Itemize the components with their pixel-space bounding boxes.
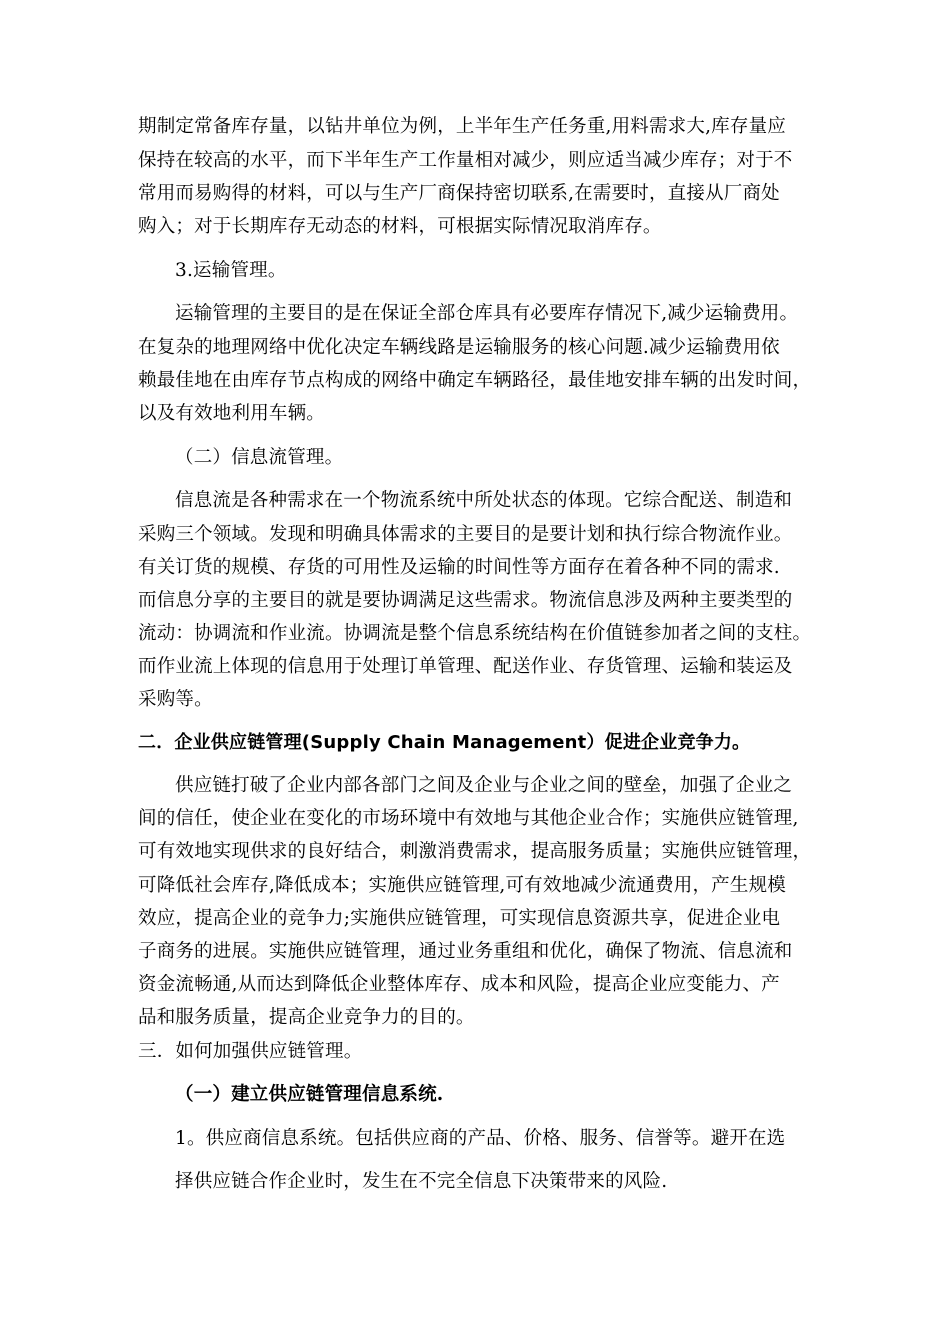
section-heading-information-flow: （二）信息流管理。 [175, 447, 344, 468]
paragraph-line: 品和服务质量，提高企业竞争力的目的。 [138, 1007, 475, 1028]
section-heading-transport: 3.运输管理。 [175, 260, 287, 281]
paragraph-line: 常用而易购得的材料，可以与生产厂商保持密切联系,在需要时，直接从厂商处 [138, 183, 780, 204]
paragraph-line: 子商务的进展。实施供应链管理，通过业务重组和优化，确保了物流、信息流和 [138, 941, 793, 962]
paragraph-line: 有关订货的规模、存货的可用性及运输的时间性等方面存在着各种不同的需求. [138, 557, 780, 578]
paragraph-line: 在复杂的地理网络中优化决定车辆线路是运输服务的核心问题.减少运输费用依 [138, 337, 780, 358]
paragraph-line: 以及有效地利用车辆。 [138, 403, 326, 424]
paragraph-line: 运输管理的主要目的是在保证全部仓库具有必要库存情况下,减少运输费用。 [175, 303, 799, 324]
paragraph-line: 赖最佳地在由库存节点构成的网络中确定车辆路径，最佳地安排车辆的出发时间， [138, 370, 812, 391]
paragraph-line: 采购三个领域。发现和明确具体需求的主要目的是要计划和执行综合物流作业。 [138, 524, 793, 545]
paragraph-line: 资金流畅通,从而达到降低企业整体库存、成本和风险，提高企业应变能力、产 [138, 974, 780, 995]
section-heading-supply-chain: 二．企业供应链管理(Supply Chain Management）促进企业竞争力。 [138, 732, 751, 753]
paragraph-line: 间的信任，使企业在变化的市场环境中有效地与其他企业合作；实施供应链管理, [138, 808, 799, 829]
paragraph-line: 而信息分享的主要目的就是要协调满足这些需求。物流信息涉及两种主要类型的 [138, 590, 793, 611]
paragraph-line: 而作业流上体现的信息用于处理订单管理、配送作业、存货管理、运输和装运及 [138, 656, 793, 677]
paragraph-line: 流动：协调流和作业流。协调流是整个信息系统结构在价值链参加者之间的支柱。 [138, 623, 812, 644]
paragraph-line: 可降低社会库存,降低成本；实施供应链管理,可有效地减少流通费用，产生规模 [138, 875, 786, 896]
paragraph-line: 三．如何加强供应链管理。 [138, 1041, 363, 1062]
paragraph-line: 信息流是各种需求在一个物流系统中所处状态的体现。它综合配送、制造和 [175, 490, 793, 511]
section-heading-strengthen: （一）建立供应链管理信息系统. [175, 1084, 444, 1105]
paragraph-line: 效应，提高企业的竞争力;实施供应链管理，可实现信息资源共享，促进企业电 [138, 908, 781, 929]
paragraph-line: 采购等。 [138, 689, 213, 710]
paragraph-line: 购入；对于长期库存无动态的材料，可根据实际情况取消库存。 [138, 216, 662, 237]
paragraph-line: 期制定常备库存量，以钻井单位为例，上半年生产任务重,用料需求大,库存量应 [138, 116, 786, 137]
subsection-heading-info-system: 1。供应商信息系统。包括供应商的产品、价格、服务、信誉等。避开在选 [175, 1128, 786, 1149]
paragraph-line: 择供应链合作企业时，发生在不完全信息下决策带来的风险. [175, 1171, 668, 1192]
paragraph-line: 供应链打破了企业内部各部门之间及企业与企业之间的壁垒，加强了企业之 [175, 775, 793, 796]
paragraph-line: 保持在较高的水平，而下半年生产工作量相对减少，则应适当减少库存；对于不 [138, 150, 793, 171]
paragraph-line: 可有效地实现供求的良好结合，刺激消费需求，提高服务质量；实施供应链管理， [138, 841, 812, 862]
